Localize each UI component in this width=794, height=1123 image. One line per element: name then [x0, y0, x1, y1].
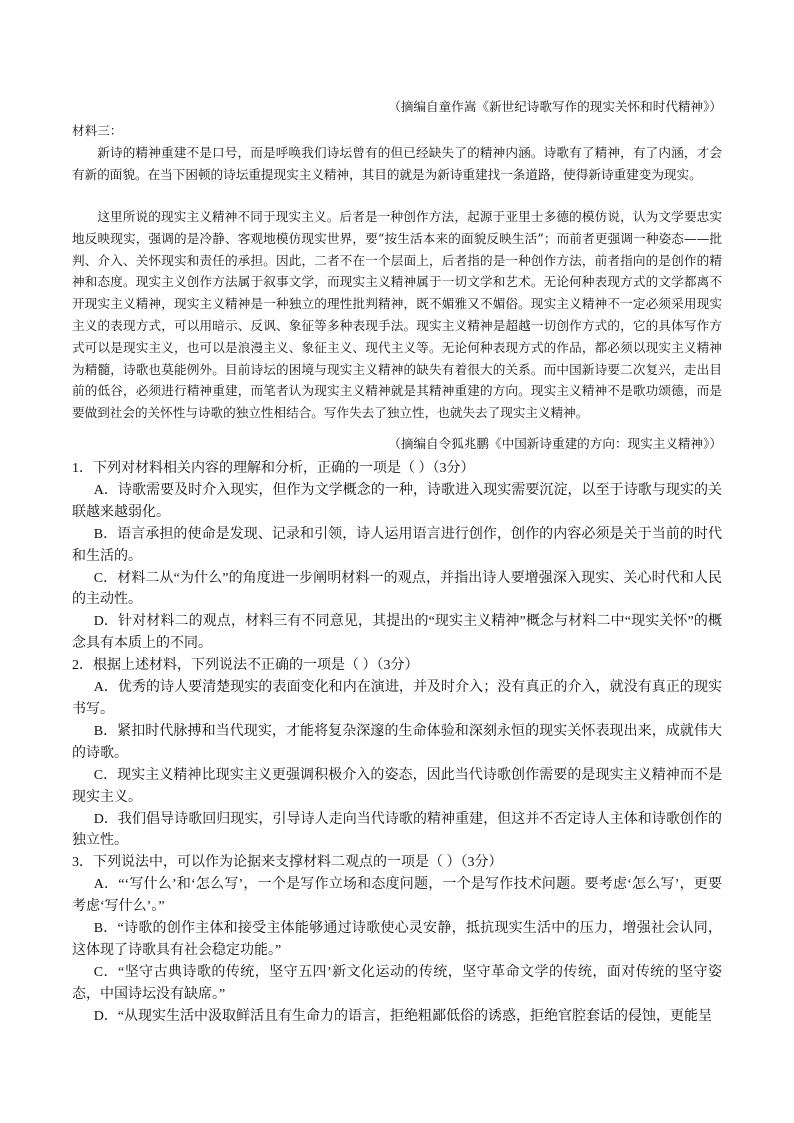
question-stem: 1．下列对材料相关内容的理解和分析，正确的一项是（ ）（3分） [72, 461, 475, 476]
option-d: D．“从现实生活中汲取鲜活且有生命力的语言，拒绝粗鄙低俗的诱惑，拒绝官腔套话的侵蚀，更能呈 [93, 1008, 713, 1024]
option-b: B．“诗歌的创作主体和接受主体能够通过诗歌使心灵安静，抵抗现实生活中的压力，增强社会认同，这体现了诗歌具有社会稳定功能。” [72, 921, 722, 958]
material-3-paragraph: 新诗的精神重建不是口号，而是呼唤我们诗坛曾有的但已经缺失了的精神内涵。诗歌有了精神，有了内涵，才会有新的面貌。在当下困顿的诗坛重提现实主义精神，其目的就是为新诗重建找一条道路，使得新诗重建变为现实。 [72, 145, 722, 182]
option-c: C．现实主义精神比现实主义更强调积极介入的姿态，因此当代诗歌创作需要的是现实主义精神而不是现实主义。 [72, 767, 722, 805]
material-3-label: 材料三： [72, 123, 123, 138]
material-2-source: （摘编自童作嵩《新世纪诗歌写作的现实关怀和时代精神》） [388, 99, 722, 114]
option-a: A．优秀的诗人要清楚现实的表面变化和内在演进，并及时介入；没有真正的介入，就没有真正的现实书写。 [72, 680, 722, 717]
option-b: B．语言承担的使命是发现、记录和引领，诗人运用语言进行创作，创作的内容必须是关于当前的时代和生活的。 [72, 526, 722, 564]
material-3-source: （摘编自令狐兆鹏《中国新诗重建的方向：现实主义精神》） [388, 436, 722, 451]
question-list [72, 458, 722, 1028]
question-1 [72, 458, 722, 655]
option-d: D．我们倡导诗歌回归现实，引导诗人走向当代诗歌的精神重建，但这并不否定诗人主体和诗歌创作的独立性。 [72, 811, 722, 849]
option-c: C．“坚守古典诗歌的传统，坚守五四’新文化运动的传统，坚守革命文学的传统，面对传统的坚守姿态，中国诗坛没有缺席。” [72, 964, 722, 1002]
question-3 [72, 852, 722, 1027]
option-b: B．紧扣时代脉搏和当代现实，才能将复杂深邃的生命体验和深刻永恒的现实关怀表现出来，成就伟大的诗歌。 [72, 723, 722, 761]
option-c: C．材料二从“为什么”的角度进一步阐明材料一的观点，并指出诗人要增强深入现实、关心时代和人民的主动性。 [72, 570, 722, 608]
question-2 [72, 655, 722, 852]
option-a: A．“‘写什么’和‘怎么写’，一个是写作立场和态度问题，一个是写作技术问题。要考虑‘怎么写’，更要考虑‘写什么’。” [72, 877, 722, 915]
question-stem: 3．下列说法中，可以作为论据来支撑材料二观点的一项是（ ）（3分） [72, 855, 503, 871]
material-3-paragraph: 这里所说的现实主义精神不同于现实主义。后者是一种创作方法，起源于亚里士多德的模仿说，认为文学要忠实地反映现实，强调的是冷静、客观地模仿现实世界，要“按生活本来的面貌反映生活”；而前者更强调一种姿态——批判、介入、关怀现实和责任的承担。因此，二者不在一个层面上，后者指的是一种创作方法，前者指向的是创作的精神和态度。现实主义创作方法属于叙事文学，而现实主义精神属于一切文学和艺术。无论何种表现方式的文学都离不开现实主义精神，现实主义精神是一种独立的理性批判精神，既不媚雅又不媚俗。现实主义精神不一定必须采用现实主义的表现方式，可以用暗示、反讽、象征等多种表现手法。现实主义精神是超越一切创作方式的，它的具体写作方式可以是现实主义，也可以是浪漫主义、象征主义、现代主义等。无论何种表现方式的作品，都必须以现实主义精神为精髓，诗歌也莫能例外。目前诗坛的困境与现实主义精神的缺失有着很大的关系。而中国新诗要二次复兴，走出目前的低谷，必须进行精神重建，而笔者认为现实主义精神就是其精神重建的方向。现实主义精神不是歌功颂德，而是要做到社会的关怀性与诗歌的独立性相结合。写作失去了独立性，也就失去了现实主义精神。 [72, 209, 722, 421]
question-stem: 2．根据上述材料，下列说法不正确的一项是（ ）（3分） [72, 658, 419, 674]
option-a: A．诗歌需要及时介入现实，但作为文学概念的一种，诗歌进入现实需要沉淀，以至于诗歌与现实的关联越来越弱化。 [72, 482, 722, 520]
option-d: D．针对材料二的观点，材料三有不同意见，其提出的“现实主义精神”概念与材料二中“现实关怀”的概念具有本质上的不同。 [72, 614, 722, 652]
